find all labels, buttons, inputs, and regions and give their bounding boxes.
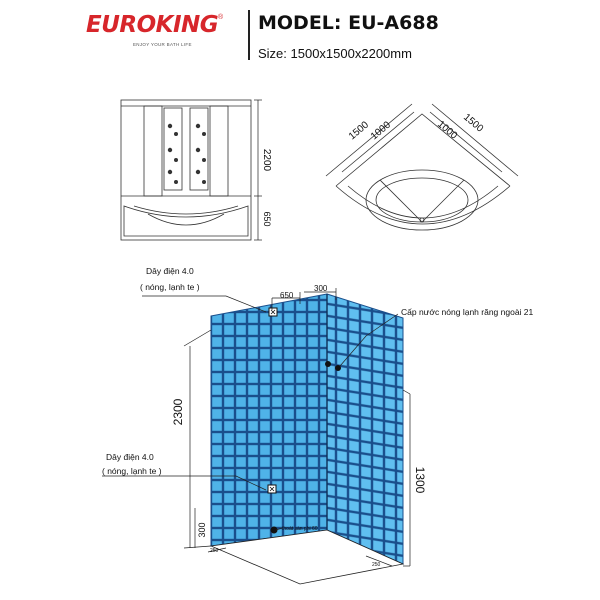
front-height-2200: 2200	[261, 148, 272, 172]
drain-label: thoát sàn phi 60	[282, 526, 318, 532]
dim-corner-right: 250	[372, 562, 381, 568]
dim-height-1300: 1300	[413, 466, 427, 494]
front-tub-curve	[148, 214, 224, 225]
top-dim-inner-right: 1000	[435, 118, 460, 142]
registered-mark: ®	[218, 14, 224, 21]
electric-top-line2: ( nóng, lạnh te )	[140, 282, 200, 292]
electric-top-line1: Dây điện 4.0	[146, 266, 194, 276]
dim-height-2300: 2300	[171, 398, 185, 426]
top-dim-outer-right: 1500	[461, 111, 486, 135]
front-left-panel	[144, 106, 162, 196]
top-view-tub	[366, 170, 478, 230]
size-text: Size: 1500x1500x2200mm	[258, 46, 412, 61]
front-column-left	[164, 108, 182, 190]
top-view-dim-outer-left-line	[326, 104, 412, 176]
top-dim-inner-left: 1000	[368, 119, 393, 143]
top-dim-outer-left: 1500	[346, 119, 371, 143]
front-view	[121, 100, 251, 240]
front-view-jets	[168, 124, 206, 184]
top-view	[326, 104, 518, 230]
top-view-tub-inner	[376, 178, 468, 222]
right-tiled-wall	[327, 294, 403, 564]
logo-wordmark: EUROKING	[86, 12, 219, 38]
electric-bottom-line1: Dây điện 4.0	[106, 452, 154, 462]
front-height-650: 650	[262, 211, 272, 227]
front-tub-body	[124, 206, 248, 236]
dim-top-650: 650	[280, 291, 294, 300]
logo-slogan: ENJOY YOUR BATH LIFE	[133, 42, 192, 47]
front-right-panel	[210, 106, 228, 196]
front-dimension-lines	[254, 100, 262, 240]
water-inlet-left	[325, 361, 331, 367]
front-outline	[121, 100, 251, 240]
electric-bottom-line2: ( nóng, lạnh te )	[102, 466, 162, 476]
top-view-drain	[420, 218, 424, 222]
left-tiled-wall	[211, 294, 327, 546]
model-title: MODEL: EU-A688	[258, 12, 439, 34]
water-supply-label: Cấp nước nóng lạnh răng ngoài 21	[401, 307, 534, 317]
dim-top-300: 300	[314, 284, 328, 293]
top-view-dim-outer-right-line	[432, 104, 518, 176]
dim-corner-left: 250	[210, 548, 219, 554]
tiled-corner	[211, 294, 403, 584]
dim-bottom-300: 300	[197, 522, 207, 538]
